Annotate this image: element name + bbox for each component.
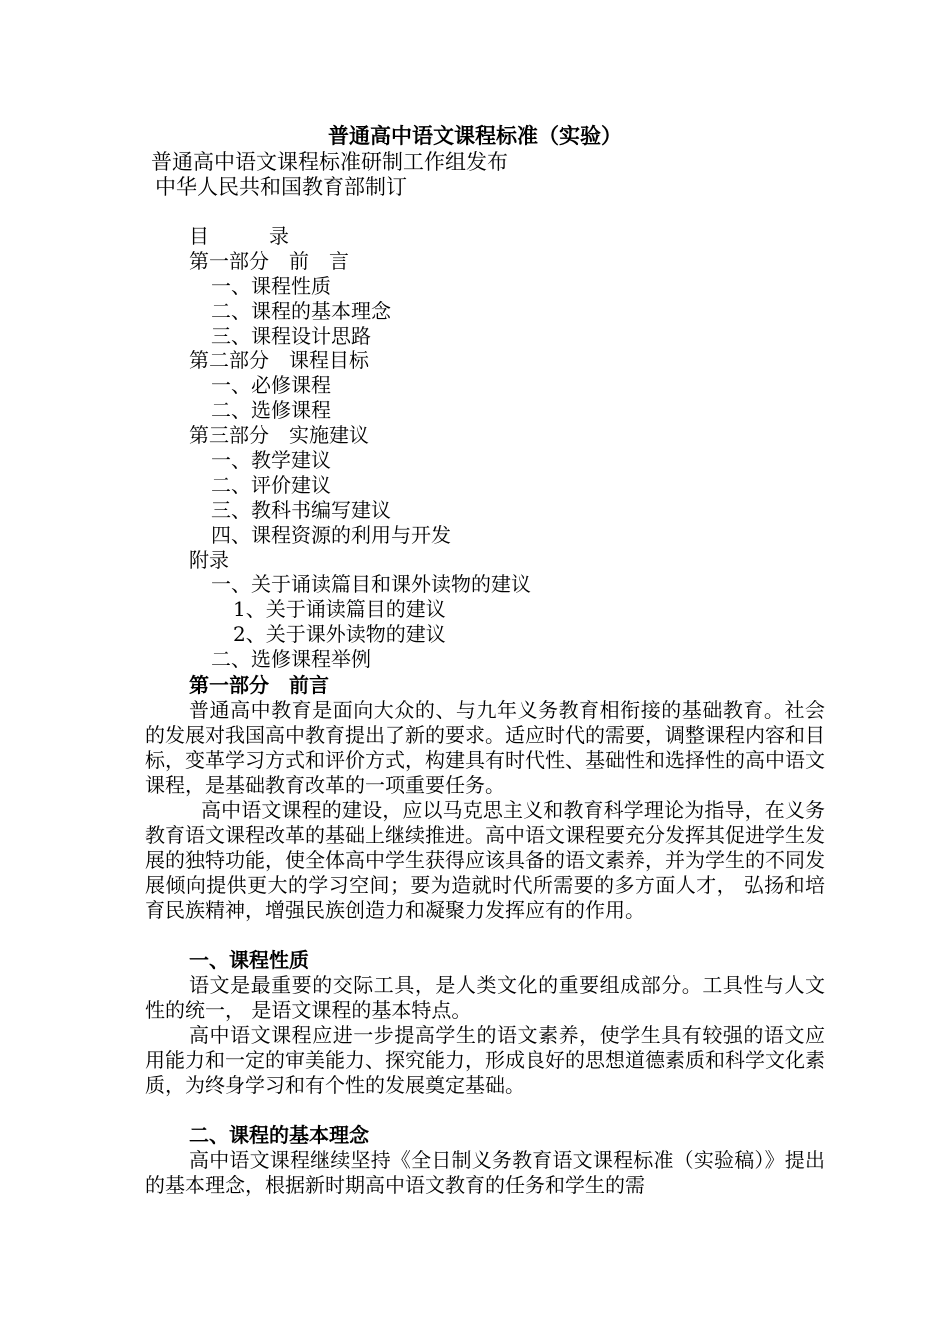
blank-line: [145, 923, 825, 948]
paragraph: 高中语文课程的建设，应以马克思主义和教育科学理论为指导，在义务教育语文课程改革的基础上继续推进。高中语文课程要充分发挥其促进学生发展的独特功能，使全体高中学生获得应该具备的语文素养，并为学生的不同发展倾向提供更大的学习空间；要为造就时代所需要的多方面人才， 弘扬和培育民族精神，增强民族创造力和凝聚力发挥应有的作用。: [145, 798, 825, 922]
toc-item: 三、课程设计思路: [211, 323, 371, 348]
paragraph: 语文是最重要的交际工具，是人类文化的重要组成部分。工具性与人文性的统一， 是语文课程的基本特点。: [145, 973, 825, 1022]
section-heading: 第一部分 前言: [189, 673, 329, 697]
toc-item: 二、课程的基本理念: [211, 298, 391, 323]
document-title: 普通高中语文课程标准（实验）: [328, 123, 622, 148]
toc-item: 一、课程性质: [211, 273, 331, 298]
toc-item: 第三部分 实施建议: [189, 423, 369, 448]
section-heading: 一、课程性质: [189, 948, 309, 972]
toc-item: 一、必修课程: [211, 373, 331, 398]
toc-item: 2、关于课外读物的建议: [233, 622, 446, 647]
paragraph: 高中语文课程应进一步提高学生的语文素养，使学生具有较强的语文应用能力和一定的审美能力、探究能力，形成良好的思想道德素质和科学文化素质，为终身学习和有个性的发展奠定基础。: [145, 1023, 825, 1097]
toc-item: 附录: [189, 547, 229, 572]
paragraph: 高中语文课程继续坚持《全日制义务教育语文课程标准（实验稿）》提出的基本理念，根据新时期高中语文教育的任务和学生的需: [145, 1148, 825, 1197]
toc-item: 二、评价建议: [211, 472, 331, 497]
table-of-contents: [189, 224, 829, 672]
toc-item: 1、关于诵读篇目的建议: [233, 597, 446, 622]
toc-item: 一、教学建议: [211, 448, 331, 473]
document-body: [145, 673, 825, 1198]
blank-line: [145, 1098, 825, 1123]
toc-item: 第二部分 课程目标: [189, 348, 369, 373]
toc-item: 三、教科书编写建议: [211, 497, 391, 522]
toc-item: 二、选修课程举例: [211, 647, 371, 672]
toc-item: 二、选修课程: [211, 398, 331, 423]
publisher-line: 普通高中语文课程标准研制工作组发布: [151, 150, 508, 174]
toc-heading: 目 录: [189, 224, 289, 248]
paragraph: 普通高中教育是面向大众的、与九年义务教育相衔接的基础教育。社会的发展对我国高中教育提出了新的要求。适应时代的需要，调整课程内容和目标，变革学习方式和评价方式，构建具有时代性、基础性和选择性的高中语文课程，是基础教育改革的一项重要任务。: [145, 698, 825, 797]
toc-item: 第一部分 前 言: [189, 248, 349, 273]
toc-item: 四、课程资源的利用与开发: [211, 522, 451, 547]
section-heading: 二、课程的基本理念: [189, 1123, 369, 1147]
toc-item: 一、关于诵读篇目和课外读物的建议: [211, 572, 531, 597]
issuer-line: 中华人民共和国教育部制订: [155, 175, 407, 199]
